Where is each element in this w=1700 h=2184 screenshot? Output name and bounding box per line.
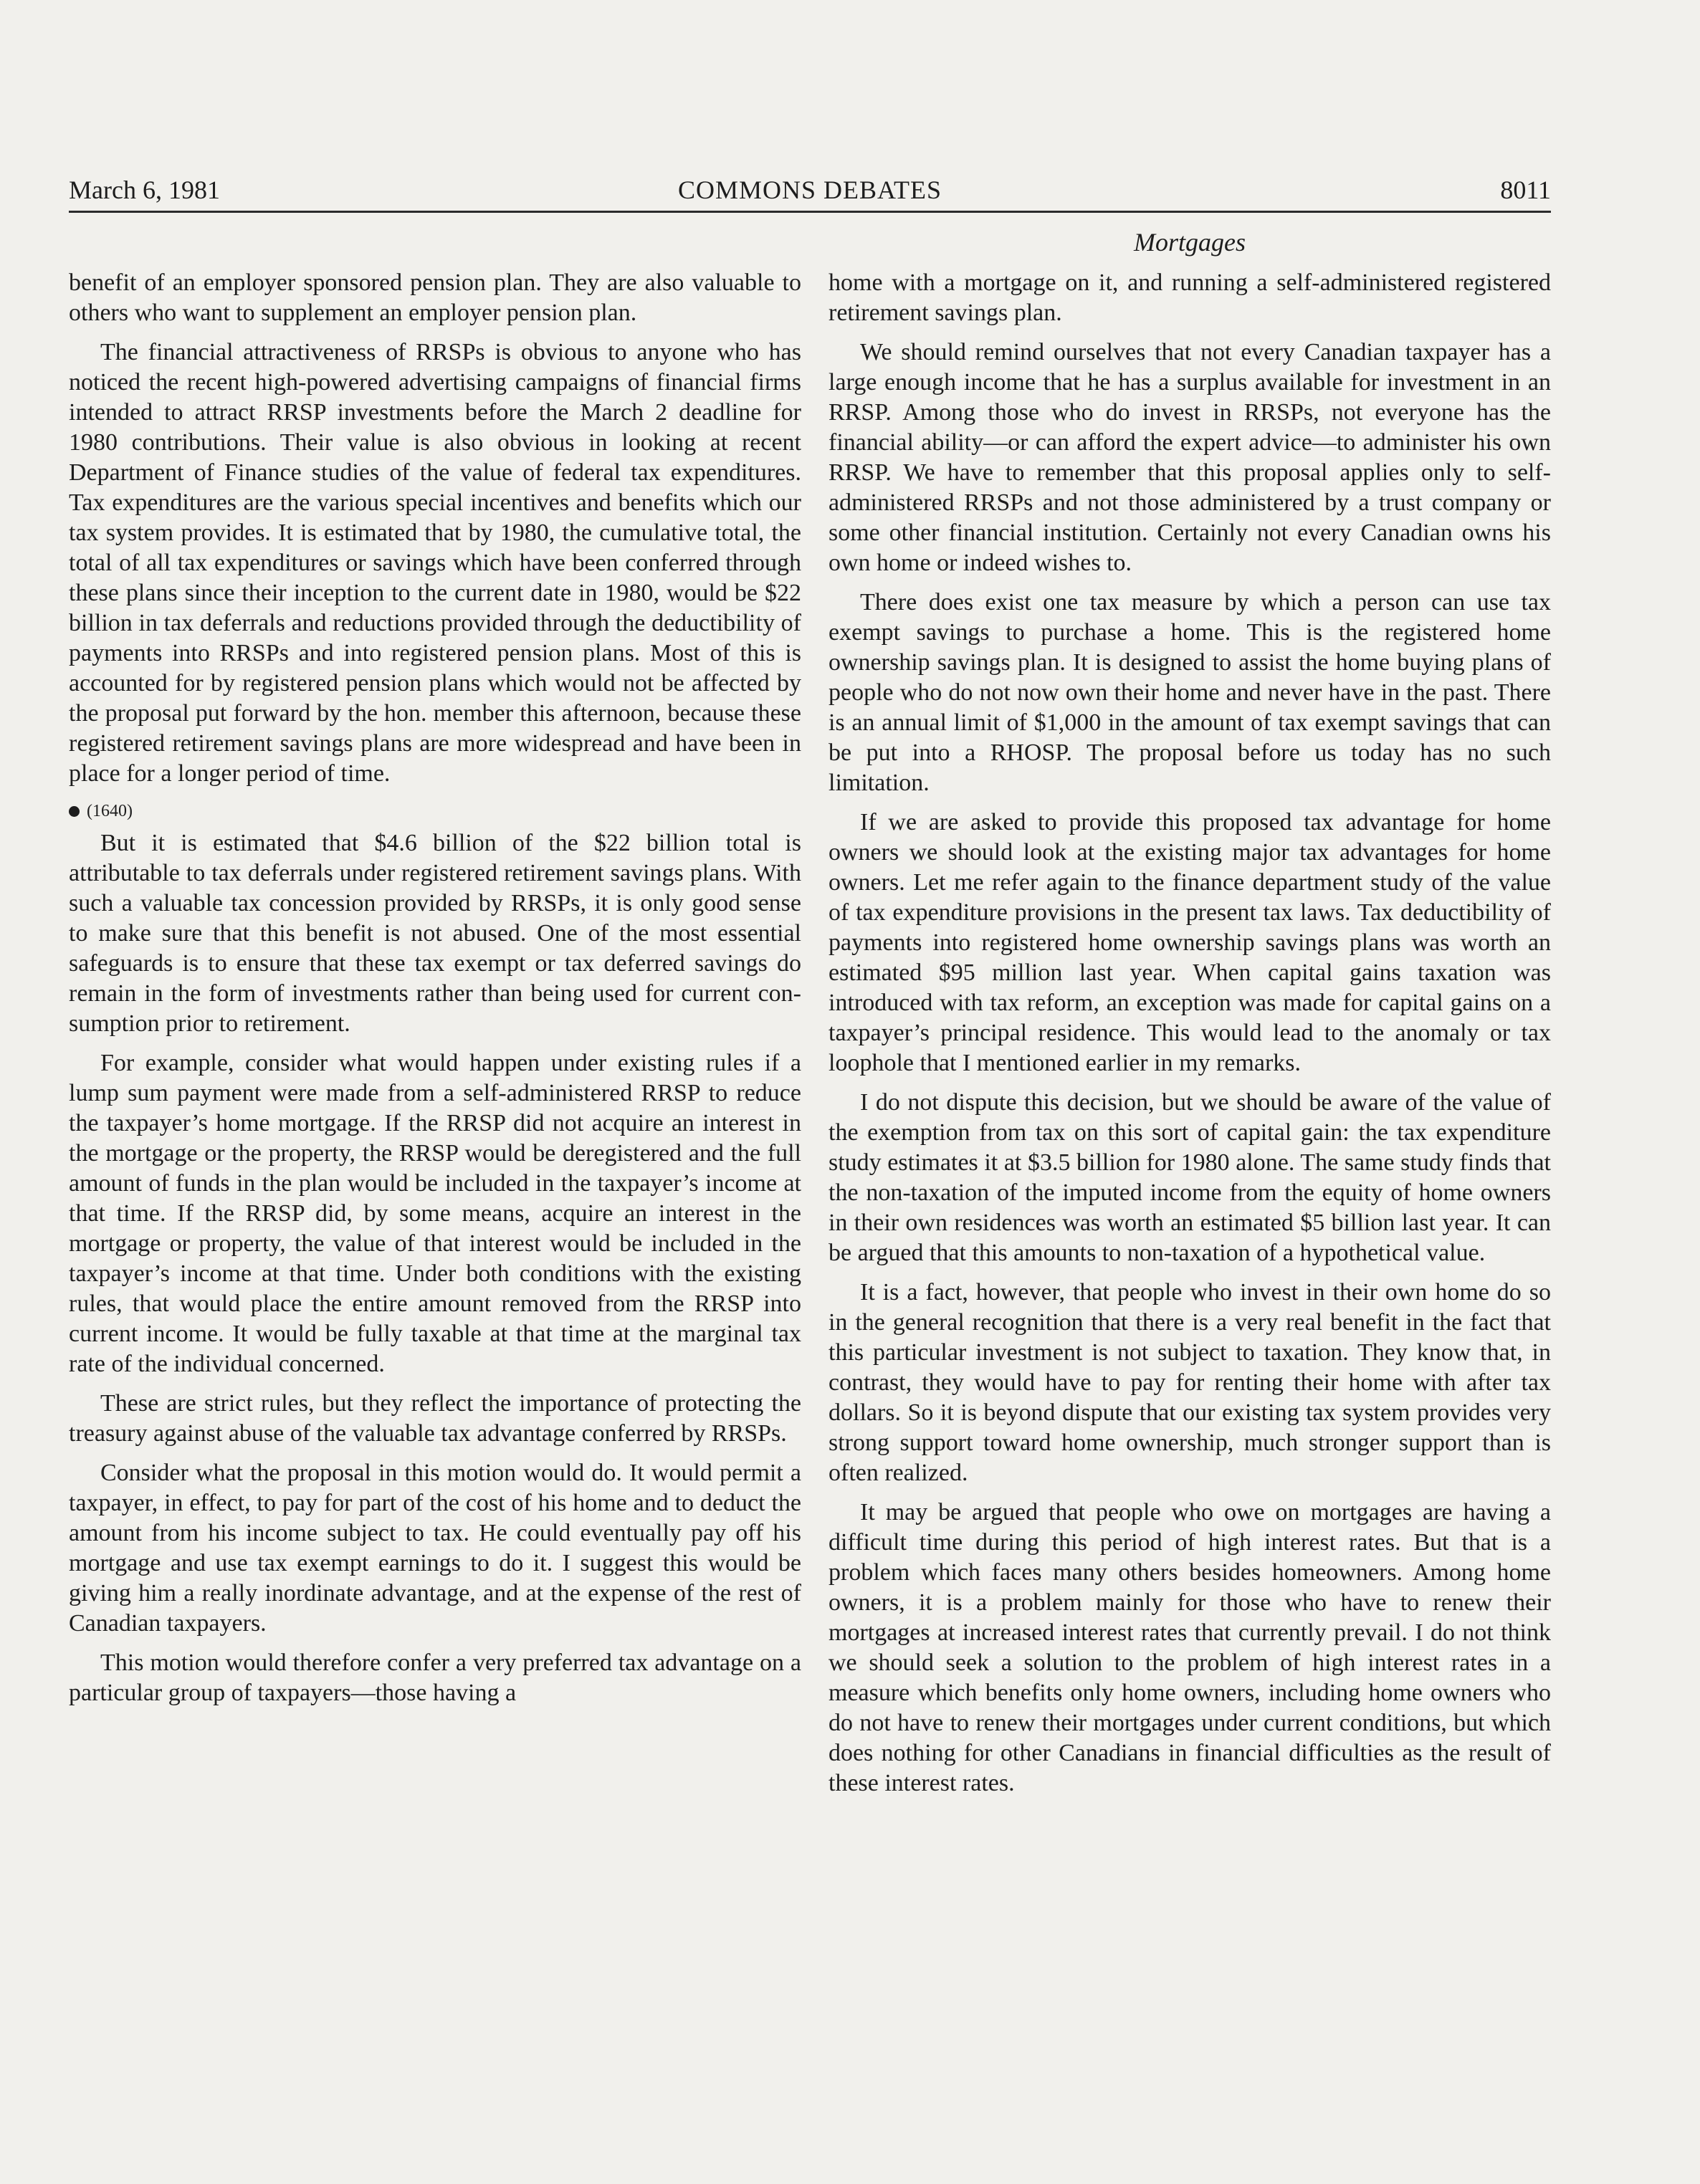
paragraph: But it is estimated that $4.6 billion of the $22 billion total is attributable to tax deferrals under registered retirement savings plans. With such a valuable tax concession provided by RRSPs, it is only good sense to make sure that this benefit is not abused. One of the most essential safeguards is to ensure that these tax exempt or tax deferred savings do remain in the form of investments rather than being used for current consumption prior to retirement. xyxy=(69,830,801,1037)
section-title: Mortgages xyxy=(1134,228,1246,257)
paragraph: This motion would therefore confer a very preferred tax advantage on a particular group of taxpayers—those having a xyxy=(69,1649,801,1706)
paragraph: It is a fact, however, that people who invest in their own home do so in the general recognition that there is a very real benefit in the fact that this particular investment is not subject to taxation. They know that, in contrast, they would have to pay for renting their home with after tax dollars. So it is beyond dispute that our existing tax system provides very strong support toward home ownership, much stronger support than is often realized. xyxy=(828,1279,1551,1486)
paragraph: We should remind ourselves that not every Canadian taxpayer has a large enough income that he has a surplus available for investment in an RRSP. Among those who do invest in RRSPs, not everyone has the financial ability—or can afford the expert advice—to administer his own RRSP. We have to remember that this proposal applies only to self-administered RRSPs and not those administered by a trust company or some other financial institution. Certainly not every Canadian owns his own home or indeed wishes to. xyxy=(828,339,1551,576)
paragraph: The financial attractiveness of RRSPs is obvious to anyone who has noticed the recent high-powered advertising campaigns of financial firms intended to attract RRSP investments before the March 2 deadline for 1980 contributions. Their value is also obvious in looking at recent Department of Finance studies of the value of federal tax expenditures. Tax expenditures are the various special incentives and benefits which our tax system provides. It is estimated that by 1980, the cumulative total, the total of all tax expenditures or savings which have been conferred through these plans since their inception to the current date in 1980, would be $22 billion in tax deferrals and reductions provided through the deductibility of payments into RRSPs and into registered pension plans. Most of this is accounted for by registered pension plans which would not be affected by the proposal put forward by the hon. member this afternoon, because these registered retirement savings plans are more widespread and have been in place for a longer period of time. xyxy=(69,339,801,787)
header-date: March 6, 1981 xyxy=(69,176,220,204)
right-column xyxy=(828,268,1551,1808)
paragraph: There does exist one tax measure by which a person can use tax exempt savings to purchase a home. This is the registered home ownership savings plan. It is designed to assist the home buying plans of people who do not now own their home and never have in the past. There is an annual limit of $1,000 in the amount of tax exempt savings that can be put into a RHOSP. The proposal before us today has no such limitation. xyxy=(828,589,1551,796)
paragraph: benefit of an employer sponsored pension plan. They are also valuable to others who want to supplement an employer pension plan. xyxy=(69,269,801,326)
paragraph: home with a mortgage on it, and running a self-administered registered retirement savings plan. xyxy=(828,269,1551,326)
time-marker-label: (1640) xyxy=(87,802,133,820)
header-title: COMMONS DEBATES xyxy=(677,176,942,204)
paragraph: If we are asked to provide this proposed tax advantage for home owners we should look at the existing major tax advantages for home owners. Let me refer again to the finance department study of the value of tax expenditure provisions in the present tax laws. Tax deductibility of payments into registered home ownership savings plans was worth an estimated $95 million last year. When capital gains taxation was introduced with tax reform, an exception was made for capital gains on a taxpayer’s principal residence. This would lead to the anomaly or tax loophole that I mentioned earlier in my remarks. xyxy=(828,809,1551,1076)
paragraph: For example, consider what would happen under existing rules if a lump sum payment were made from a self-administered RRSP to reduce the taxpayer’s home mortgage. If the RRSP did not acquire an interest in the mortgage or the property, the RRSP would be deregistered and the full amount of funds in the plan would be included in the taxpayer’s income at that time. If the RRSP did, by some means, acquire an interest in the mortgage or property, the value of that interest would be included in the taxpayer’s income at that time. Under both conditions with the existing rules, that would place the entire amount removed from the RRSP into current income. It would be fully taxable at that time at the marginal tax rate of the individual concerned. xyxy=(69,1050,801,1377)
bullet-icon xyxy=(69,806,80,817)
paragraph: I do not dispute this decision, but we should be aware of the value of the exemption from tax on this sort of capital gain: the tax expenditure study estimates it at $3.5 billion for 1980 alone. The same study finds that the non-taxation of the imputed income from the equity of home owners in their own residences was worth an estimated $5 billion last year. It can be argued that this amounts to non-taxation of a hypothetical value. xyxy=(828,1089,1551,1266)
page-number: 8011 xyxy=(1500,176,1551,204)
paragraph: These are strict rules, but they reflect the importance of protecting the treasury against abuse of the valuable tax advantage conferred by RRSPs. xyxy=(69,1390,801,1447)
time-marker xyxy=(69,798,801,824)
page-header xyxy=(69,169,1551,213)
paragraph: It may be argued that people who owe on mortgages are having a difficult time during this period of high interest rates. But that is a problem which faces many others besides homeowners. Among home owners, it is a problem mainly for those who have to renew their mortgages at increased interest rates that currently prevail. I do not think we should seek a solution to the problem of high interest rates in a measure which benefits only home owners, including home owners who do not have to renew their mortgages under current conditions, but which does nothing for other Canadians in financial difficulties as the result of these interest rates. xyxy=(828,1499,1551,1796)
left-column xyxy=(69,268,801,1718)
paragraph: Consider what the proposal in this motion would do. It would permit a taxpayer, in effect, to pay for part of the cost of his home and to deduct the amount from his income subject to tax. He could eventually pay off his mortgage and use tax exempt earnings to do it. I suggest this would be giving him a really inordinate advantage, and at the expense of the rest of Canadian taxpayers. xyxy=(69,1460,801,1637)
